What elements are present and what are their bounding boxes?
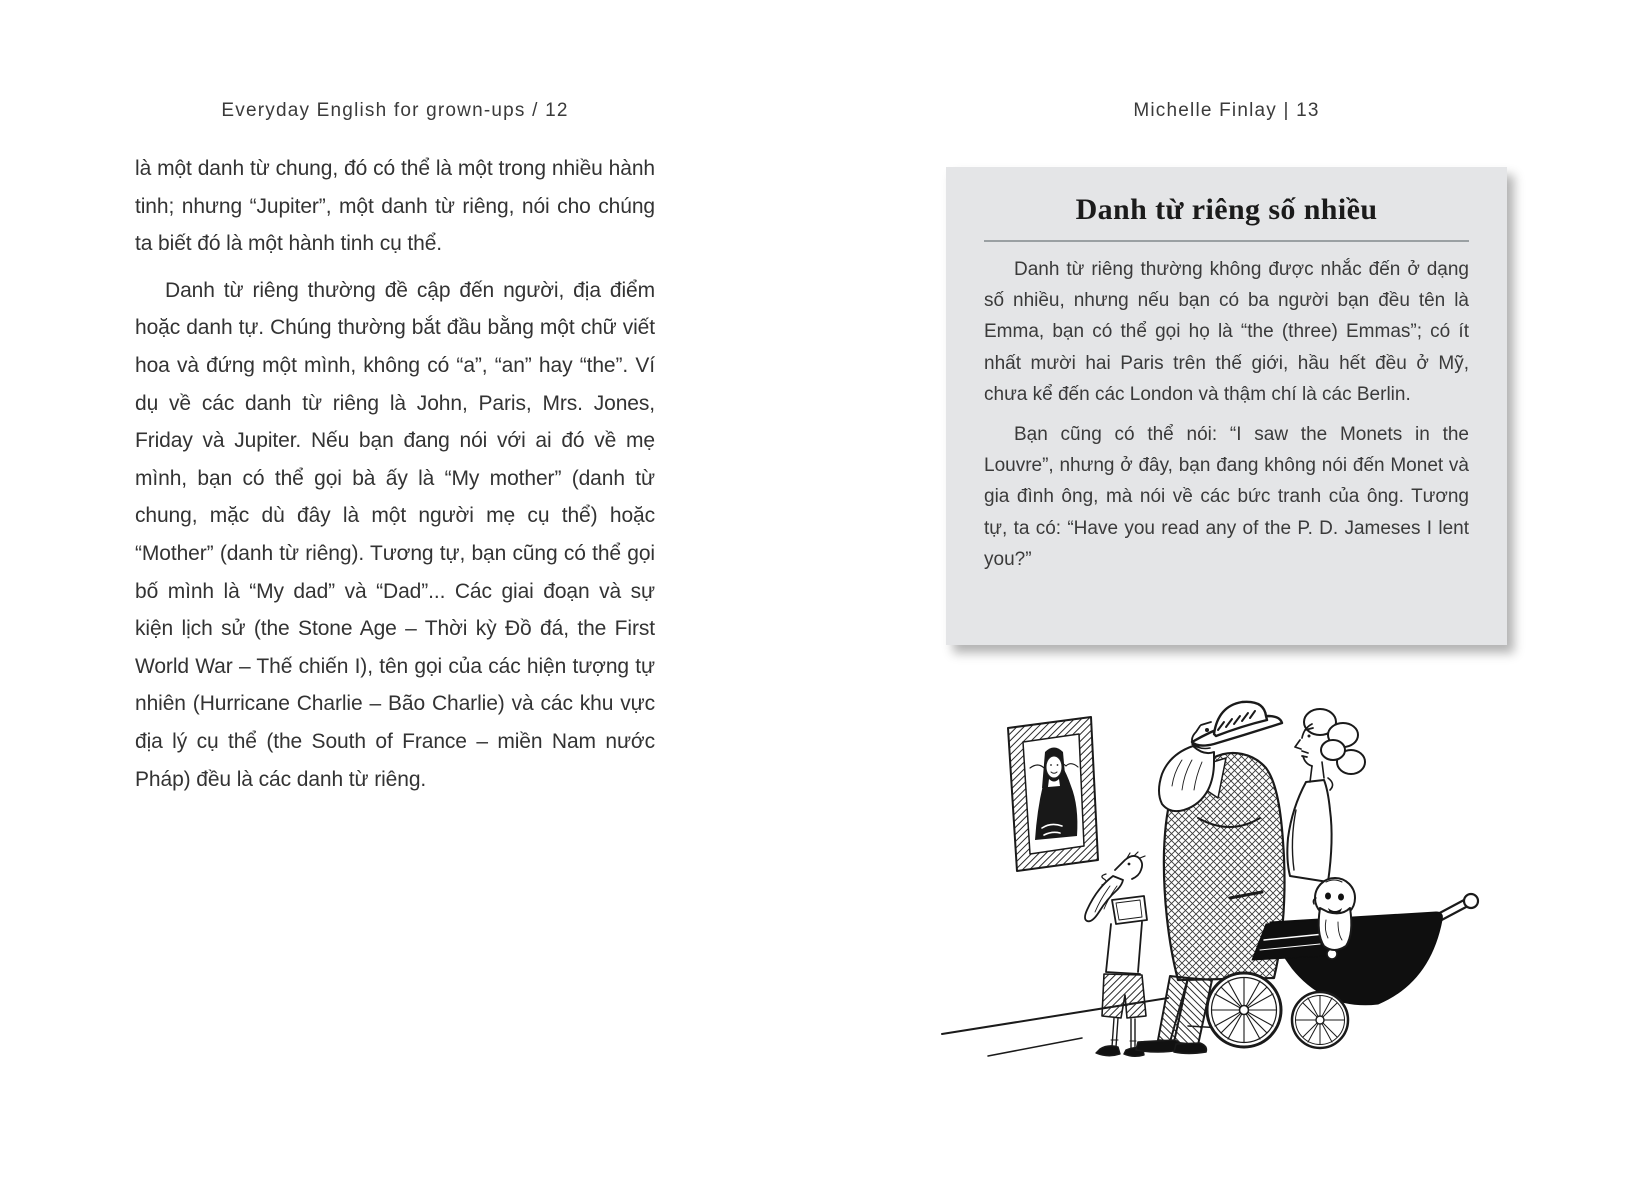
woman bbox=[1287, 709, 1365, 882]
running-head-right: Michelle Finlay | 13 bbox=[1133, 100, 1320, 121]
callout-paragraph: Bạn cũng có thể nói: “I saw the Monets in the Louvre”, nhưng ở đây, bạn đang không nói đến Monet và gia đình ông, mà nói về các bức tranh của ông. Tương tự, ta có: “Have you read any of the P. D. Jameses I lent you?” bbox=[984, 424, 1469, 570]
running-head-left: Everyday English for grown-ups / 12 bbox=[221, 100, 569, 121]
pram-handle-knob bbox=[1464, 894, 1478, 908]
pram-wheel-small bbox=[1292, 992, 1348, 1048]
bearded-boy bbox=[1085, 852, 1147, 1056]
body-paragraph: là một danh từ chung, đó có thể là một trong nhiều hành tinh; nhưng “Jupiter”, một danh từ riêng, nói cho chúng ta biết đó là một hành tinh cụ thể. bbox=[135, 157, 655, 256]
mona-lisa-painting bbox=[1008, 717, 1098, 871]
callout-title: Danh từ riêng số nhiều bbox=[1075, 193, 1378, 226]
title-divider bbox=[984, 240, 1469, 242]
body-paragraph: Danh từ riêng thường đề cập đến người, địa điểm hoặc danh tự. Chúng thường bắt đầu bằng một chữ viết hoa và đứng một mình, không có “a”, “an” hay “the”. Ví dụ về các danh từ riêng là John, Paris, Mrs. Jones, Friday và Jupiter. Nếu bạn đang nói với ai đó về mẹ mình, bạn có thể gọi bà ấy là “My mother” (danh từ chung, mặc dù đây là một người mẹ cụ thể) hoặc “Mother” (danh từ riêng). Tương tự, bạn cũng có thể gọi bố mình là “My dad” và “Dad”... Các giai đoạn và sự kiện lịch sử (the Stone Age – Thời kỳ Đồ đá, the First World War – Thế chiến I), tên gọi của các hiện tượng tự nhiên (Hurricane Charlie – Bão Charlie) và các khu vực địa lý cụ thể (the South of France – miền Nam nước Pháp) đều là các danh từ riêng. bbox=[135, 278, 655, 791]
pram-wheel-large bbox=[1207, 973, 1281, 1047]
callout-paragraph: Danh từ riêng thường không được nhắc đến ở dạng số nhiều, nhưng nếu bạn có ba người bạn đều tên là Emma, bạn có thể gọi họ là “the (three) Emmas”; có ít nhất mười hai Paris trên thế giới, hầu hết đều ở Mỹ, chưa kể đến các London và thậm chí là các Berlin. bbox=[984, 259, 1469, 405]
left-page-body bbox=[135, 150, 655, 798]
callout-box bbox=[946, 167, 1507, 645]
cartoon-illustration bbox=[930, 690, 1500, 1070]
